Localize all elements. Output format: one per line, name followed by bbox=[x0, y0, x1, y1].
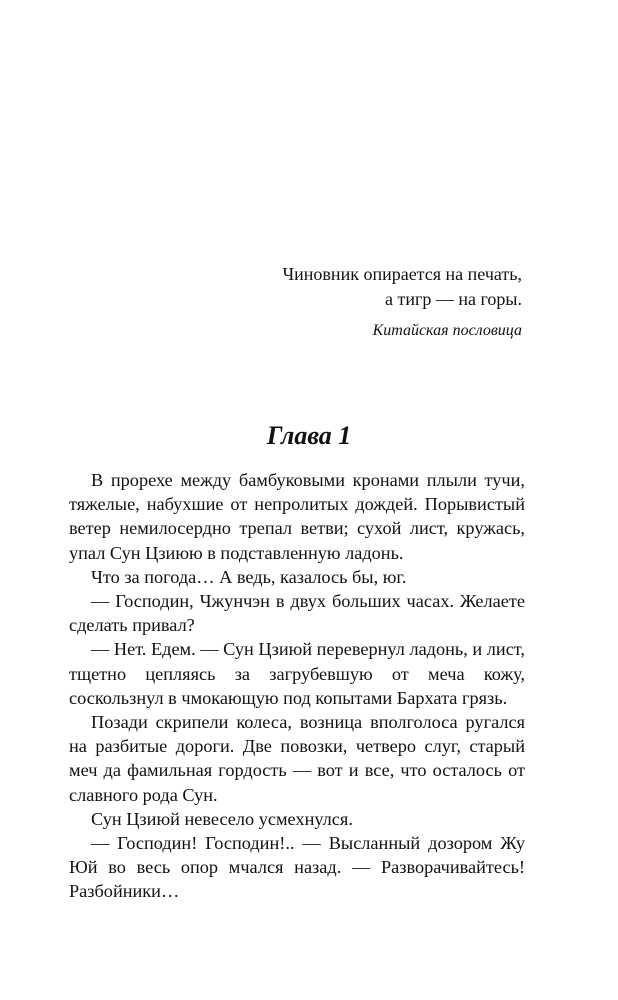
chapter-title: Глава 1 bbox=[266, 421, 352, 450]
paragraph: — Господин! Господин!.. — Высланный дозором Жу Юй во весь опор мчался назад. — Разворачивайтесь! Разбойники… bbox=[69, 833, 525, 902]
paragraph: — Господин, Чжунчэн в двух больших часах. Желаете сделать привал? bbox=[69, 591, 525, 636]
chapter-text bbox=[69, 468, 525, 904]
epigraph-line-1: Чиновник опирается на печать, bbox=[282, 264, 522, 284]
paragraph: Сун Цзиюй невесело усмехнулся. bbox=[91, 808, 353, 829]
paragraph: Что за погода… А ведь, казалось бы, юг. bbox=[91, 566, 407, 587]
paragraph: — Нет. Едем. — Сун Цзиюй перевернул ладонь, и лист, тщетно цепляясь за загрубевшую от меча кожу, соскользнул в чмокающую под копытами Бархата грязь. bbox=[69, 639, 525, 708]
paragraph: В прорехе между бамбуковыми кронами плыли тучи, тяжелые, набухшие от непролитых дождей. Порывистый ветер немилосердно трепал ветви; сухой лист, кружась, упал Сун Цзиюю в подставленную ладонь. bbox=[69, 470, 525, 563]
paragraph: Позади скрипели колеса, возница вполголоса ругался на разбитые дороги. Две повозки, четверо слуг, старый меч да фамильная гордость — вот и все, что осталось от славного рода Сун. bbox=[69, 712, 525, 805]
epigraph-source: Китайская пословица bbox=[372, 322, 522, 339]
epigraph bbox=[282, 262, 522, 343]
epigraph-line-2: а тигр — на горы. bbox=[384, 289, 522, 309]
